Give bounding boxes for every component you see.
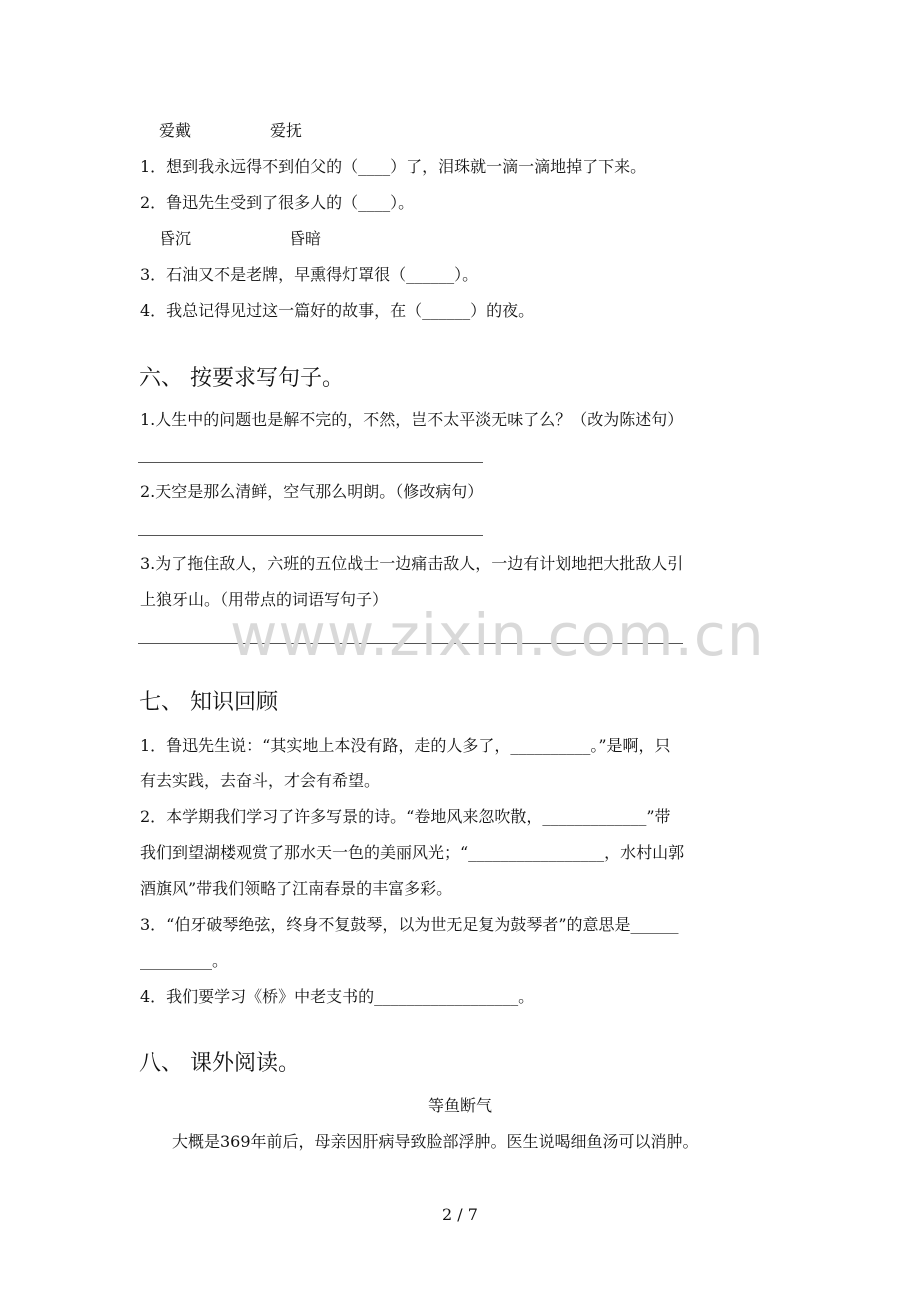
reading-title: 等鱼断气 — [427, 1096, 492, 1115]
fill-blank-question-4: 4．我总记得见过这一篇好的故事，在（______）的夜。 — [140, 301, 535, 320]
answer-line-2[interactable] — [138, 535, 483, 536]
word-choice-aifu: 爱抚 — [270, 121, 303, 140]
review-question-2-line-1: 2．本学期我们学习了许多写景的诗。“卷地风来忽吹散，_____________”带 — [140, 807, 671, 826]
fill-blank-question-2: 2．鲁迅先生受到了很多人的（____）。 — [140, 193, 415, 212]
watermark: www.zixin.com.cn — [230, 601, 765, 669]
review-question-4: 4．我们要学习《桥》中老支书的__________________。 — [140, 987, 535, 1006]
sentence-question-3-line-1: 3.为了拖住敌人，六班的五位战士一边痛击敌人，一边有计划地把大批敌人引 — [140, 554, 684, 573]
sentence-question-1: 1.人生中的问题也是解不完的，不然，岂不太平淡无味了么？（改为陈述句） — [140, 410, 684, 429]
page-number: 2 / 7 — [442, 1205, 478, 1224]
review-question-3-line-1: 3．“伯牙破琴绝弦，终身不复鼓琴，以为世无足复为鼓琴者”的意思是______ — [140, 915, 679, 934]
section-8-heading: 八、 课外阅读。 — [139, 1051, 300, 1076]
review-question-1-line-1: 1．鲁迅先生说：“其实地上本没有路，走的人多了，__________。”是啊，只 — [140, 736, 671, 755]
sentence-question-2: 2.天空是那么清鲜，空气那么明朗。（修改病句） — [140, 482, 484, 501]
answer-line-1[interactable] — [138, 462, 483, 463]
section-7-heading: 七、 知识回顾 — [139, 690, 278, 715]
fill-blank-question-3: 3．石油又不是老牌，早熏得灯罩很（______）。 — [140, 265, 479, 284]
word-choice-hunan: 昏暗 — [289, 229, 322, 248]
review-question-1-line-2: 有去实践，去奋斗，才会有希望。 — [140, 771, 381, 790]
reading-paragraph-1: 大概是369年前后，母亲因肝病导致脸部浮肿。医生说喝细鱼汤可以消肿。 — [172, 1132, 699, 1151]
section-6-heading: 六、 按要求写句子。 — [139, 366, 344, 391]
sentence-question-3-line-2: 上狼牙山。（用带点的词语写句子） — [140, 590, 389, 609]
word-choice-hunchen: 昏沉 — [159, 229, 192, 248]
review-question-2-line-2: 我们到望湖楼观赏了那水天一色的美丽风光；“_________________，水村山郭 — [140, 843, 685, 862]
review-question-2-line-3: 酒旗风”带我们领略了江南春景的丰富多彩。 — [140, 879, 453, 898]
review-question-3-line-2: _________。 — [140, 951, 229, 970]
word-choice-aidai: 爱戴 — [159, 121, 192, 140]
fill-blank-question-1: 1．想到我永远得不到伯父的（____）了，泪珠就一滴一滴地掉了下来。 — [140, 157, 647, 176]
